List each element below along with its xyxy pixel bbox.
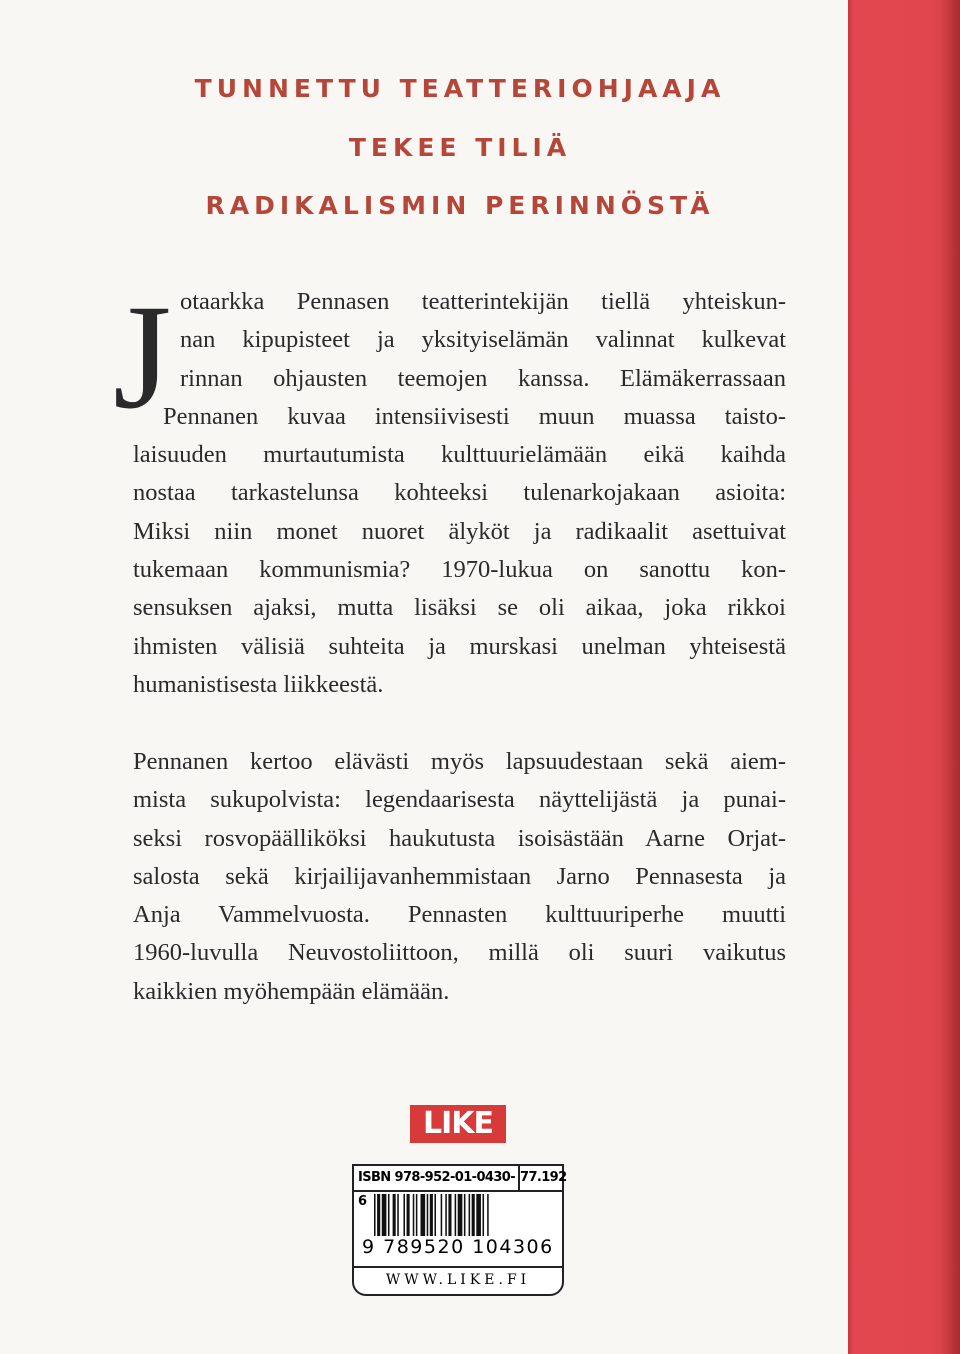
text-line: seksi rosvopäälliköksi haukutusta isoisästään Aarne Orjat- [133, 824, 786, 852]
drop-cap: J [113, 274, 172, 440]
text-line: humanistisesta liikkeestä. [133, 670, 384, 698]
text-line: salosta sekä kirjailijavanhemmistaan Jarno Pennasesta ja [133, 862, 786, 890]
isbn-barcode [352, 1164, 567, 1296]
publisher-url: WWW.LIKE.FI [354, 1266, 562, 1292]
headline-line-2: TEKEE TILIÄ [348, 133, 572, 162]
paragraph-1 [133, 283, 786, 704]
text-line: Pennanen kuvaa intensiivisesti muun muassa taisto- [163, 402, 786, 430]
text-line: Miksi niin monet nuoret älyköt ja radikaalit asettuivat [133, 517, 786, 545]
text-line: sensuksen ajaksi, mutta lisäksi se oli aikaa, joka rikkoi [133, 594, 786, 622]
text-line: laisuuden murtautumista kulttuurielämään eikä kaihda [133, 441, 786, 469]
text-line: mista sukupolvista: legendaarisesta näyttelijästä ja punai- [133, 786, 786, 814]
text-line: Anja Vammelvuosta. Pennasten kulttuuriperhe muutti [133, 901, 786, 929]
headline-line-3: RADIKALISMIN PERINNÖSTÄ [205, 191, 715, 220]
classification-number: 77.192 [520, 1170, 567, 1185]
text-line: nan kipupisteet ja yksityiselämän valinnat kulkevat [180, 326, 786, 354]
text-line: rinnan ohjausten teemojen kanssa. Elämäkerrassaan [180, 364, 786, 392]
text-line: 1960-luvulla Neuvostoliittoon, millä oli suuri vaikutus [133, 939, 786, 967]
text-line: Pennanen kertoo elävästi myös lapsuudestaan sekä aiem- [133, 748, 786, 775]
paragraph-2 [133, 743, 786, 1011]
barcode-digits: 9 789520 104306 [362, 1236, 554, 1258]
spine-shadow [940, 0, 960, 1354]
headline-line-1: TUNNETTU TEATTERIOHJAAJA [194, 74, 726, 103]
text-line: ihmisten välisiä suhteita ja murskasi unelman yhteisestä [133, 632, 786, 660]
isbn-number: ISBN 978-952-01-0430-6 [354, 1166, 520, 1190]
text-line: otaarkka Pennasen teatterintekijän tiellä yhteiskun- [180, 288, 786, 315]
text-line: tukemaan kommunismia? 1970-lukua on sanottu kon- [133, 556, 786, 584]
publisher-logo: LIKE [410, 1105, 506, 1143]
text-line: nostaa tarkastelunsa kohteeksi tulenarkojakaan asioita: [133, 479, 786, 507]
text-line: kaikkien myöhempään elämään. [133, 977, 450, 1005]
